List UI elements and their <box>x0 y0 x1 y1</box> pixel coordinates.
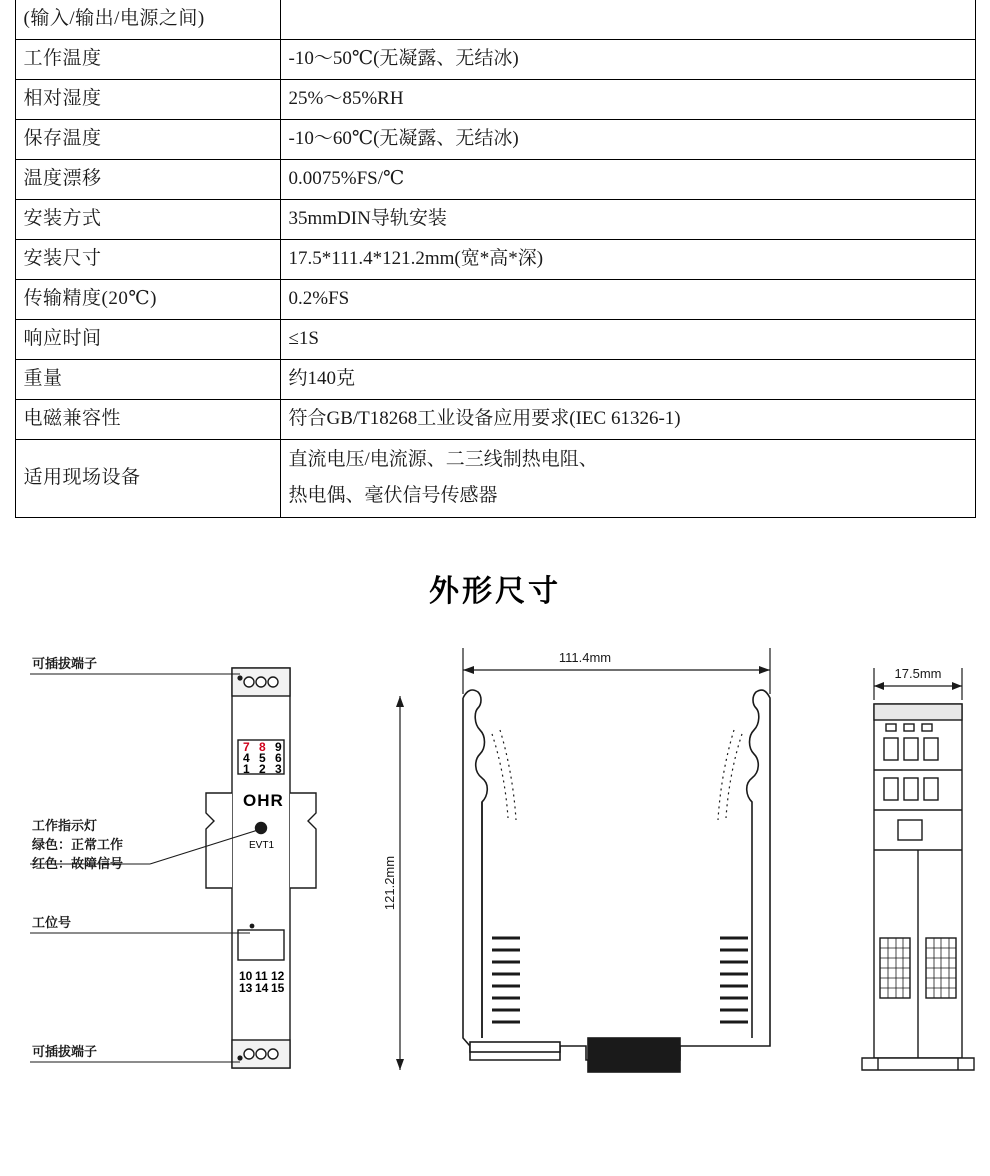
spec-value: 25%～85%RH <box>280 80 975 120</box>
spec-value: 35mmDIN导轨安装 <box>280 200 975 240</box>
spec-label: 电磁兼容性 <box>15 400 280 440</box>
terminal-number: 10 <box>239 969 253 984</box>
annotation-tag-number: 工位号 <box>32 915 72 931</box>
spec-label: 工作温度 <box>15 40 280 80</box>
terminal-number: 3 <box>275 762 282 777</box>
spec-label: 重量 <box>15 360 280 400</box>
section-title: 外形尺寸 <box>429 575 561 609</box>
terminal-numbers-top <box>243 740 282 776</box>
spec-value-line: 热电偶、毫伏信号传感器 <box>288 484 498 506</box>
annotation-indicator-line2: 绿色：正常工作 <box>32 837 124 853</box>
terminal-number: 15 <box>271 981 285 996</box>
spec-label: 保存温度 <box>15 120 280 160</box>
indicator-label: EVT1 <box>249 840 275 852</box>
spec-value: 符合GB/T18268工业设备应用要求(IEC 61326-1) <box>280 400 975 440</box>
terminal-number: 11 <box>255 969 268 984</box>
table-row <box>15 200 975 240</box>
spec-label: 温度漂移 <box>15 160 280 200</box>
module-profile-view <box>463 690 770 1072</box>
terminal-number: 14 <box>255 981 269 996</box>
height-dimension <box>396 696 404 1070</box>
table-row <box>15 400 975 440</box>
table-row <box>15 40 975 80</box>
annotation-top-terminal: 可插拔端子 <box>32 656 98 672</box>
terminal-number: 12 <box>271 969 285 984</box>
terminal-numbers-bottom <box>239 969 285 995</box>
table-row <box>15 320 975 360</box>
annotation-indicator-line1: 工作指示灯 <box>32 818 98 834</box>
spec-label: 适用现场设备 <box>15 440 280 518</box>
table-row <box>15 440 975 518</box>
spec-value-line: 直流电压/电流源、二三线制热电阻、 <box>288 449 598 470</box>
spec-label: 相对湿度 <box>15 80 280 120</box>
spec-value <box>280 440 975 518</box>
spec-value <box>280 0 975 40</box>
table-row <box>15 80 975 120</box>
spec-value: 17.5*111.4*121.2mm(宽*高*深) <box>280 240 975 280</box>
specification-table <box>15 0 976 518</box>
dimension-drawing <box>0 638 990 1138</box>
spec-label: 安装方式 <box>15 200 280 240</box>
annotation-bottom-terminal: 可插拔端子 <box>32 1044 98 1060</box>
spec-label: 传输精度(20℃) <box>15 280 280 320</box>
table-row <box>15 360 975 400</box>
terminal-number: 8 <box>259 740 266 755</box>
brand-label: OHR <box>243 791 284 811</box>
spec-value: -10～50℃(无凝露、无结冰) <box>280 40 975 80</box>
spec-value: 约140克 <box>280 360 975 400</box>
module-side-view <box>862 704 974 1070</box>
spec-value: 0.0075%FS/℃ <box>280 160 975 200</box>
module-front-view <box>206 668 316 1068</box>
spec-label: 安装尺寸 <box>15 240 280 280</box>
spec-label: (输入/输出/电源之间) <box>15 0 280 40</box>
terminal-number: 13 <box>239 981 253 996</box>
table-row <box>15 280 975 320</box>
terminal-number: 5 <box>259 751 266 766</box>
table-row <box>15 120 975 160</box>
table-row <box>15 240 975 280</box>
width-dimension <box>463 648 770 694</box>
spec-value: -10～60℃(无凝露、无结冰) <box>280 120 975 160</box>
spec-value: ≤1S <box>280 320 975 360</box>
spec-value: 0.2%FS <box>280 280 975 320</box>
annotation-indicator-line3: 红色：故障信号 <box>32 856 124 872</box>
specification-table-body <box>15 0 975 518</box>
spec-label: 响应时间 <box>15 320 280 360</box>
depth-dimension-label: 17.5mm <box>894 666 942 682</box>
terminal-number: 9 <box>275 740 282 755</box>
terminal-number: 2 <box>259 762 266 777</box>
terminal-number: 4 <box>243 751 250 766</box>
terminal-number: 6 <box>275 751 282 766</box>
terminal-number: 7 <box>243 740 250 755</box>
table-row <box>15 160 975 200</box>
table-row <box>15 0 975 40</box>
terminal-number: 1 <box>243 762 250 777</box>
width-dimension-label: 111.4mm <box>558 650 612 666</box>
height-dimension-label: 121.2mm <box>382 855 397 911</box>
